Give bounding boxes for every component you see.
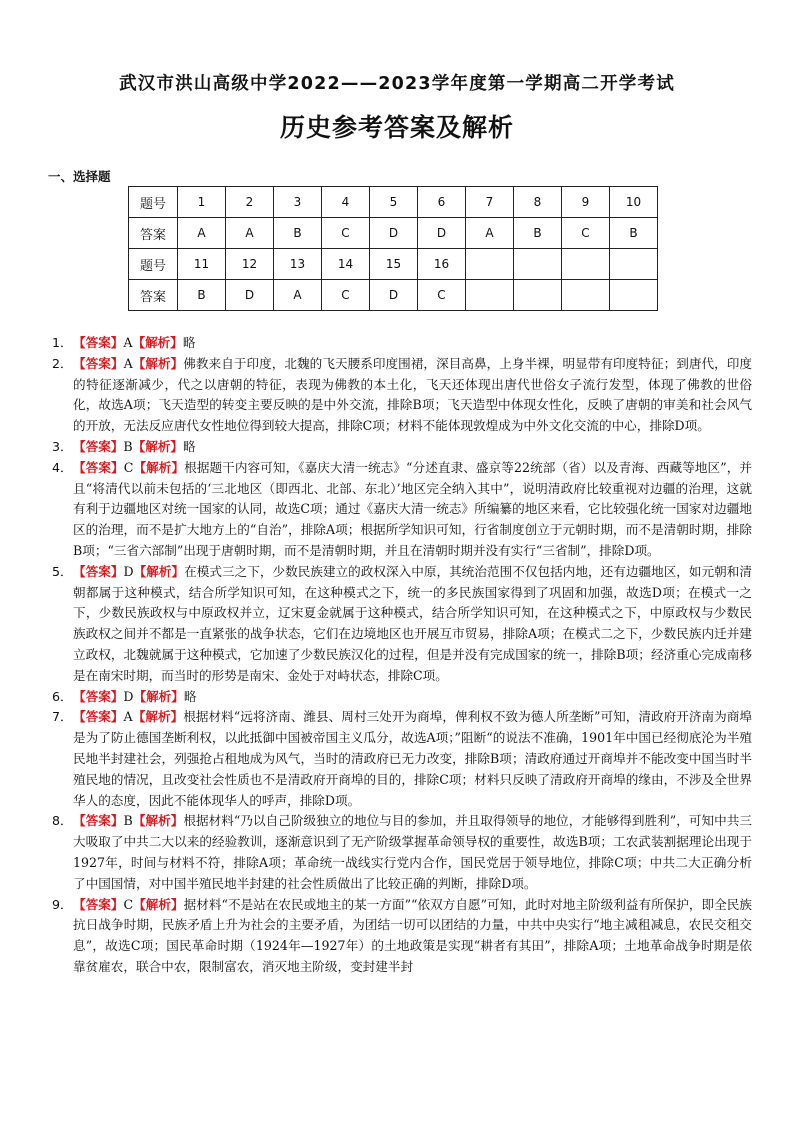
analysis-text: 略 [183,438,196,454]
item-number: 4． [52,459,73,475]
table-cell: 8 [514,187,562,218]
item-number: 1． [52,335,73,350]
table-header-cell: 题号 [129,249,178,280]
list-item [52,687,752,708]
list-item [52,811,752,894]
table-cell: 10 [610,187,658,218]
list-item [52,895,752,978]
analysis-tag: 【解析】 [133,896,184,912]
item-number: 8． [52,813,73,829]
answer-value: A [123,355,133,371]
table-row [129,218,658,249]
analysis-text: 根据材料“乃以自己阶级独立的地位与目的参加，并且取得领导的地位，才能够得到胜利”，可知中共三大吸取了中共二大以来的经验教训，逐渐意识到了无产阶级掌握革命领导权的重要性，故选B项；工农武装割据理论出现于1927年，时间与材料不符，排除A项；革命统一战线实行党内合作，国民党居于领导地位，排除C项；中共二大正确分析了中国国情，对中国半殖民地半封建的社会性质做出了比较正确的判断，排除D项。 [73,813,753,891]
list-item [52,437,752,458]
item-body [73,354,752,437]
item-body [73,707,752,811]
table-cell [562,249,610,280]
table-cell: 13 [274,249,322,280]
item-body [73,895,752,978]
analysis-text: 略 [183,688,197,704]
table-cell: A [274,280,322,311]
analysis-text: 略 [182,335,196,350]
analysis-tag: 【解析】 [132,335,183,350]
analysis-text: 根据题干内容可知，《嘉庆大清一统志》“分述直隶、盛京等22统部（省）以及青海、西藏等地区”，并且“将清代以前未包括的‘三北地区（即西北、北部、东北）’地区完全纳入其中”，说明清政府比较重视对边疆的治理，这就有利于边疆地区对统一国家的认同，故选C项；通过《嘉庆大清一统志》所编纂的地区来看，它比较强化统一国家对边疆地区的治理，而不是扩大地方上的“自治”，排除A项；根据所学知识可知，行省制度创立于元朝时期，而不是清朝时期，排除B项；“三省六部制”出现于唐朝时期，而不是清朝时期，并且在清朝时期并没有实行“三省制”，排除D项。 [73,459,753,558]
item-body [73,811,752,894]
table-cell: 1 [178,187,226,218]
table-cell: A [466,218,514,249]
table-cell [610,280,658,311]
section-label: 一、选择题 [48,169,111,184]
table-row [129,187,658,218]
answer-value: D [123,563,134,579]
table-cell [466,280,514,311]
answer-value: A [123,335,133,350]
table-cell: 3 [274,187,322,218]
answer-tag: 【答案】 [73,896,124,912]
item-body [73,333,752,354]
table-cell: B [274,218,322,249]
analysis-text: 根据材料“远将济南、潍县、周村三处开为商埠，俾利权不致为德人所垄断”可知，清政府开济南为商埠是为了防止德国垄断利权，以此抵御中国被帝国主义瓜分，故选A项；”阻断“的说法不准确，1901年中国已经彻底沦为半殖民地半封建社会，列强抢占租地成为风气，当时的清政府已无力改变，排除B项；清政府通过开商埠并不能改变中国当时半殖民地的情况，且改变社会性质也不是清政府开商埠的目的，排除C项；材料只反映了清政府开商埠的缘由，不涉及全世界华人的态度，因此不能体现华人的呼声，排除D项。 [73,709,753,808]
table-cell: B [178,280,226,311]
table-cell: D [418,218,466,249]
answer-tag: 【答案】 [73,355,124,371]
analysis-tag: 【解析】 [133,459,185,475]
table-cell: 9 [562,187,610,218]
analysis-tag: 【解析】 [132,355,184,371]
list-item [52,458,752,562]
answer-tag: 【答案】 [73,813,124,829]
analysis-tag: 【解析】 [133,563,185,579]
list-item [52,333,752,354]
table-cell: 5 [370,187,418,218]
table-cell [610,249,658,280]
analysis-text: 在模式三之下，少数民族建立的政权深入中原，其统治范围不仅包括内地，还有边疆地区，如元朝和清朝都属于这种模式，结合所学知识可知，在这种模式之下，统一的多民族国家得到了巩固和加强，故选D项；在模式一之下，少数民族政权与中原政权并立，辽宋夏金就属于这种模式，结合所学知识可知，在这种模式之下，中原政权与少数民族政权之间并不都是一直紧张的战争状态，它们在边境地区也开展互市贸易，排除A项；在模式二之下，少数民族内迁并建立政权，北魏就属于这种模式，它加速了少数民族汉化的过程，但是并没有完成国家的统一，排除B项；经济重心完成南移是在南宋时期，而当时的形势是南宋、金处于对峙状态，排除C项。 [73,563,753,683]
analysis-tag: 【解析】 [132,709,184,725]
item-number: 9． [52,896,73,912]
item-number: 5． [52,563,73,579]
answer-tag: 【答案】 [73,688,124,704]
document-subtitle: 历史参考答案及解析 [279,113,514,142]
item-number: 3． [52,438,73,454]
table-cell: D [226,280,274,311]
item-body [73,687,752,708]
answer-table [128,186,658,311]
table-cell: 14 [322,249,370,280]
analysis-tag: 【解析】 [133,688,184,704]
table-cell [514,249,562,280]
table-cell: D [370,218,418,249]
table-row [129,249,658,280]
explanation-list [52,333,752,978]
table-cell: 11 [178,249,226,280]
table-row [129,280,658,311]
answer-value: B [123,438,133,454]
table-cell: C [562,218,610,249]
table-cell [562,280,610,311]
table-cell: A [226,218,274,249]
item-number: 6． [52,688,73,704]
table-cell: 7 [466,187,514,218]
answer-value: C [123,459,134,475]
answer-value: B [123,813,133,829]
item-number: 7． [52,709,73,725]
analysis-tag: 【解析】 [132,813,184,829]
exam-title: 武汉市洪山高级中学2022——2023学年度第一学期高二开学考试 [119,74,675,94]
table-cell: C [418,280,466,311]
list-item [52,707,752,811]
table-cell: B [610,218,658,249]
table-cell: C [322,280,370,311]
item-body [73,562,752,687]
list-item [52,354,752,437]
item-body [73,437,752,458]
analysis-text: 据材料“不是站在农民或地主的某一方面”“依双方自愿”可知，此时对地主阶级利益有所保护，即全民族抗日战争时期，民族矛盾上升为社会的主要矛盾，为团结一切可以团结的力量，中共中央实行“地主减租减息，农民交租交息”，故选C项；国民革命时期（1924年—1927年）的土地政策是实现“耕者有其田”，排除A项；土地革命战争时期是依靠贫雇农，联合中农，限制富农，消灭地主阶级，变封建半封 [73,896,753,974]
table-cell: 6 [418,187,466,218]
answer-tag: 【答案】 [73,563,124,579]
answer-value: C [123,896,134,912]
table-cell: 2 [226,187,274,218]
table-cell [466,249,514,280]
table-header-cell: 答案 [129,280,178,311]
answer-tag: 【答案】 [73,438,124,454]
analysis-text: 佛教来自于印度，北魏的飞天腰系印度围裙，深目高鼻，上身半裸，明显带有印度特征；到唐代，印度的特征逐渐减少，代之以唐朝的特征，表现为佛教的本土化，飞天还体现出唐代世俗女子流行发型，体现了佛教的世俗化，故选A项；飞天造型的转变主要反映的是中外交流，排除B项；飞天造型中体现女性化，反映了唐朝的审美和社会风气的开放，无法反应唐代女性地位得到较大提高，排除C项；材料不能体现敦煌成为中外文化交流的中心，排除D项。 [73,355,753,434]
table-cell: 4 [322,187,370,218]
item-number: 2． [52,355,73,371]
table-cell: B [514,218,562,249]
table-cell: A [178,218,226,249]
answer-tag: 【答案】 [73,709,124,725]
table-cell: C [322,218,370,249]
table-cell: D [370,280,418,311]
answer-tag: 【答案】 [73,335,124,350]
table-cell: 16 [418,249,466,280]
answer-value: A [123,709,133,725]
table-cell: 15 [370,249,418,280]
answer-value: D [123,688,134,704]
table-cell [514,280,562,311]
answer-tag: 【答案】 [73,459,124,475]
table-cell: 12 [226,249,274,280]
list-item [52,562,752,687]
table-header-cell: 答案 [129,218,178,249]
table-header-cell: 题号 [129,187,178,218]
analysis-tag: 【解析】 [132,438,184,454]
item-body [73,458,752,562]
